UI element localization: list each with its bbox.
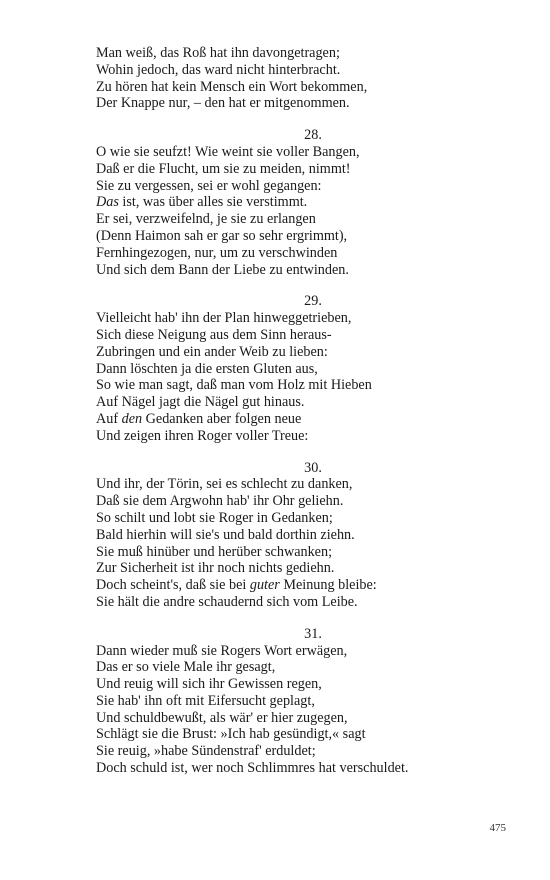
verse-line: Zu hören hat kein Mensch ein Wort bekommen, xyxy=(96,78,368,95)
verse-line: Zubringen und ein ander Weib zu lieben: xyxy=(96,343,328,360)
verse-line: Doch schuld ist, wer noch Schlimmres hat verschuldet. xyxy=(96,760,409,777)
stanza xyxy=(96,460,516,611)
verse-line: Vielleicht hab' ihn der Plan hinweggetrieben, xyxy=(96,310,352,327)
verse-line: Sie hab' ihn oft mit Eifersucht geplagt, xyxy=(96,692,315,709)
stanza-number: 31. xyxy=(304,625,322,642)
verse-line: Schlägt sie die Brust: »Ich hab gesündigt,« sagt xyxy=(96,726,366,743)
verse-line: (Denn Haimon sah er gar so sehr ergrimmt), xyxy=(96,227,348,244)
stanza xyxy=(96,293,516,444)
poem-text xyxy=(96,45,516,792)
verse-line: Fernhingezogen, nur, um zu verschwinden xyxy=(96,244,338,261)
verse-line: Und ihr, der Törin, sei es schlecht zu danken, xyxy=(96,476,353,493)
verse-line: Und sich dem Bann der Liebe zu entwinden. xyxy=(96,261,349,278)
verse-line: Man weiß, das Roß hat ihn davongetragen; xyxy=(96,45,340,61)
stanza-number: 28. xyxy=(304,127,322,144)
verse-line: Sie zu vergessen, sei er wohl gegangen: xyxy=(96,177,322,194)
verse-line: Sie hält die andre schaudernd sich vom Leibe. xyxy=(96,593,358,610)
stanza xyxy=(96,45,516,112)
verse-line: Er sei, verzweifelnd, je sie zu erlangen xyxy=(96,211,316,228)
stanza xyxy=(96,626,516,777)
verse-line: Der Knappe nur, – den hat er mitgenommen. xyxy=(96,95,350,112)
stanza-number: 30. xyxy=(304,459,322,476)
verse-line: Bald hierhin will sie's und bald dorthin ziehn. xyxy=(96,526,355,543)
verse-line: Auf den Gedanken aber folgen neue xyxy=(96,410,302,427)
verse-line: So wie man sagt, daß man vom Holz mit Hieben xyxy=(96,377,372,394)
verse-line: Sie muß hinüber und herüber schwanken; xyxy=(96,543,333,560)
verse-line: Daß sie dem Argwohn hab' ihr Ohr geliehn. xyxy=(96,493,344,510)
verse-line: Zur Sicherheit ist ihr noch nichts gediehn. xyxy=(96,560,335,577)
verse-line: Und schuldbewußt, als wär' er hier zugegen, xyxy=(96,709,348,726)
verse-line: Sie reuig, »habe Sündenstraf' erduldet; xyxy=(96,743,316,760)
verse-line: Doch scheint's, daß sie bei guter Meinung bleibe: xyxy=(96,577,377,594)
page-number: 475 xyxy=(489,822,506,834)
verse-line: Daß er die Flucht, um sie zu meiden, nimmt! xyxy=(96,160,351,177)
verse-line: O wie sie seufzt! Wie weint sie voller Bangen, xyxy=(96,143,360,160)
verse-line: Und reuig will sich ihr Gewissen regen, xyxy=(96,676,322,693)
verse-line: Das ist, was über alles sie verstimmt. xyxy=(96,194,308,211)
verse-line: So schilt und lobt sie Roger in Gedanken; xyxy=(96,509,333,526)
verse-line: Sich diese Neigung aus dem Sinn heraus- xyxy=(96,326,332,343)
stanza xyxy=(96,127,516,278)
verse-line: Das er so viele Male ihr gesagt, xyxy=(96,659,276,676)
verse-line: Und zeigen ihren Roger voller Treue: xyxy=(96,427,309,444)
stanza-number: 29. xyxy=(304,293,322,310)
verse-line: Dann wieder muß sie Rogers Wort erwägen, xyxy=(96,642,348,659)
verse-line: Wohin jedoch, das ward nicht hinterbracht. xyxy=(96,61,341,78)
verse-line: Dann löschten ja die ersten Gluten aus, xyxy=(96,360,318,377)
verse-line: Auf Nägel jagt die Nägel gut hinaus. xyxy=(96,394,305,411)
